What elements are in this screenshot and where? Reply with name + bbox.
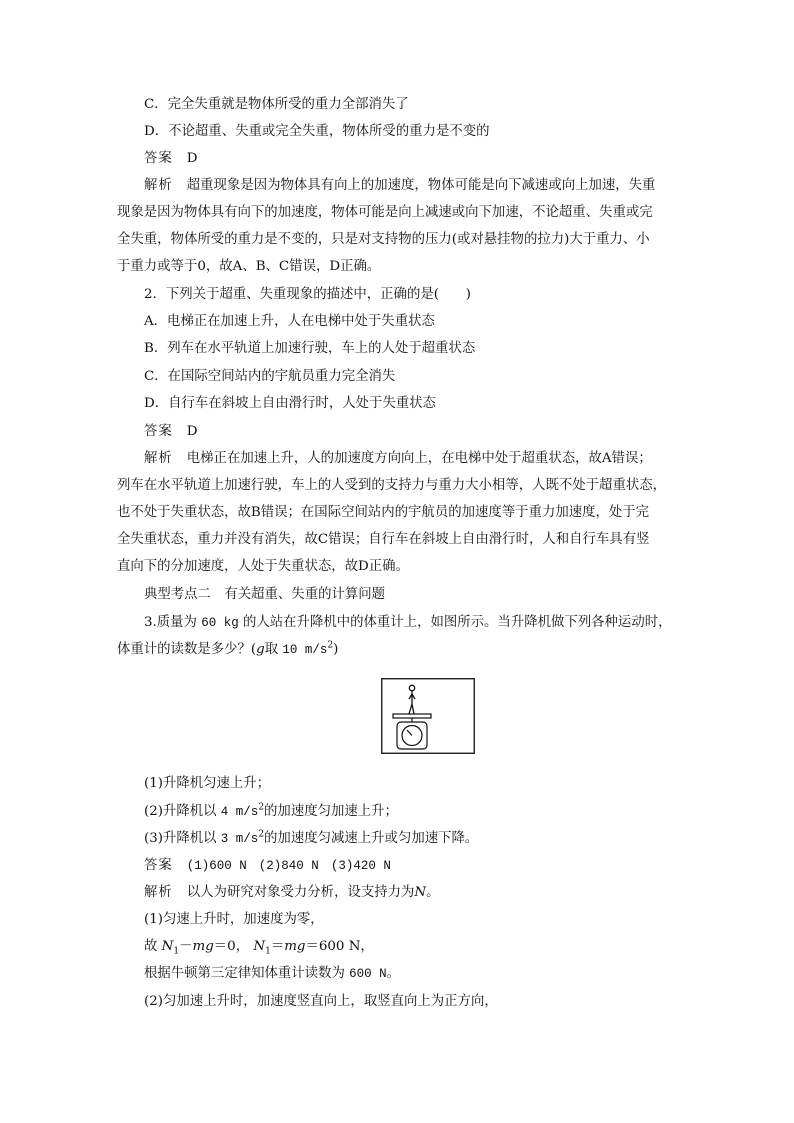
person-figure <box>409 685 415 714</box>
q3-equation: 故 $N_1-mg=0$， $N_1=mg=600$ N， <box>144 939 374 957</box>
section-heading: 典型考点二 有关超重、失重的计算问题 <box>144 587 386 602</box>
q1-analysis-line-2: 现象是因为物体具有向下的加速度，物体可能是向上减速或向下加速，不论超重、失重或完 <box>117 205 653 220</box>
analysis-label: 解析 <box>144 178 173 193</box>
q2-analysis-line-3: 也不处于失重状态，故B错误；在国际空间站内的宇航员的加速度等于重力加速度，处于完 <box>117 505 650 520</box>
q3-step-1: (1)匀速上升时，加速度为零， <box>144 912 324 927</box>
q1-option-c: C．完全失重就是物体所受的重力全部消失了 <box>144 97 409 112</box>
q2-analysis-line-2: 列车在水平轨道上加速行驶，车上的人受到的支持力与重力大小相等，人既不处于超重状态， <box>117 478 667 493</box>
mass-value: 60 kg <box>201 616 239 630</box>
elevator-scale-figure <box>381 678 475 754</box>
q2-analysis-line-4: 全失重状态，重力并没有消失，故C错误；自行车在斜坡上自由滑行时，人和自行车具有竖 <box>117 532 650 547</box>
answer-1: (1)600 N <box>186 859 247 873</box>
answer-value: D <box>186 424 198 439</box>
q3-stem-line-2: 体重计的读数是多少？(g取 10 $m/s^2$) <box>117 640 339 657</box>
q1-analysis-line-4: 于重力或等于0，故A、B、C错误，D正确。 <box>117 259 381 274</box>
q2-option-b: B．列车在水平轨道上加速行驶，车上的人处于超重状态 <box>144 341 476 356</box>
q2-analysis-line-1: 解析 电梯正在加速上升，人的加速度方向向上，在电梯中处于超重状态，故A错误； <box>144 451 652 466</box>
q2-analysis-line-5: 直向下的分加速度，人处于失重状态，故D正确。 <box>117 559 409 574</box>
answer-label: 答案 <box>144 858 173 873</box>
q1-analysis-line-3: 全失重，物体所受的重力是不变的，只是对支持物的压力(或对悬挂物的拉力)大于重力、小 <box>117 232 650 247</box>
q2-option-d: D．自行车在斜坡上自由滑行时，人处于失重状态 <box>144 396 436 411</box>
g-symbol: g <box>256 642 265 657</box>
q3-answer <box>144 857 391 875</box>
q1-analysis-line-1: 解析 超重现象是因为物体具有向上的加速度，物体可能是向下减速或向上加速，失重 <box>144 178 656 193</box>
answer-label: 答案 <box>144 151 173 166</box>
q2-option-a: A．电梯正在加速上升，人在电梯中处于失重状态 <box>144 314 435 329</box>
answer-value: D <box>186 151 198 166</box>
answer-label: 答案 <box>144 424 173 439</box>
analysis-label: 解析 <box>144 451 173 466</box>
q3-sub-2: (2)升降机以 4 $m/s^2$的加速度匀加速上升； <box>144 802 398 819</box>
q1-option-d: D．不论超重、失重或完全失重，物体所受的重力是不变的 <box>144 124 490 139</box>
q3-sub-3: (3)升降机以 3 $m/s^2$的加速度匀减速上升或匀加速下降。 <box>144 829 479 846</box>
q3-analysis-intro: 解析 以人为研究对象受力分析，设支持力为N。 <box>144 885 440 900</box>
answer-2: (2)840 N <box>258 859 319 873</box>
q1-answer <box>144 150 198 168</box>
q2-answer <box>144 423 198 441</box>
q2-stem: 2．下列关于超重、失重现象的描述中，正确的是( ) <box>144 287 471 302</box>
analysis-label: 解析 <box>144 885 173 900</box>
q3-stem-line-1: 3.质量为 60 kg 的人站在升降机中的体重计上，如图所示。当升降机做下列各种运动时， <box>144 615 672 630</box>
q3-newton-third-law: 根据牛顿第三定律知体重计读数为 600 N。 <box>144 966 401 981</box>
scale-platform <box>393 714 431 718</box>
q2-option-c: C．在国际空间站内的宇航员重力完全消失 <box>144 369 396 384</box>
q3-sub-1: (1)升降机匀速上升； <box>144 776 271 791</box>
q3-step-2: (2)匀加速上升时，加速度竖直向上，取竖直向上为正方向， <box>144 994 498 1009</box>
answer-3: (3)420 N <box>330 859 391 873</box>
person-head <box>409 685 414 690</box>
